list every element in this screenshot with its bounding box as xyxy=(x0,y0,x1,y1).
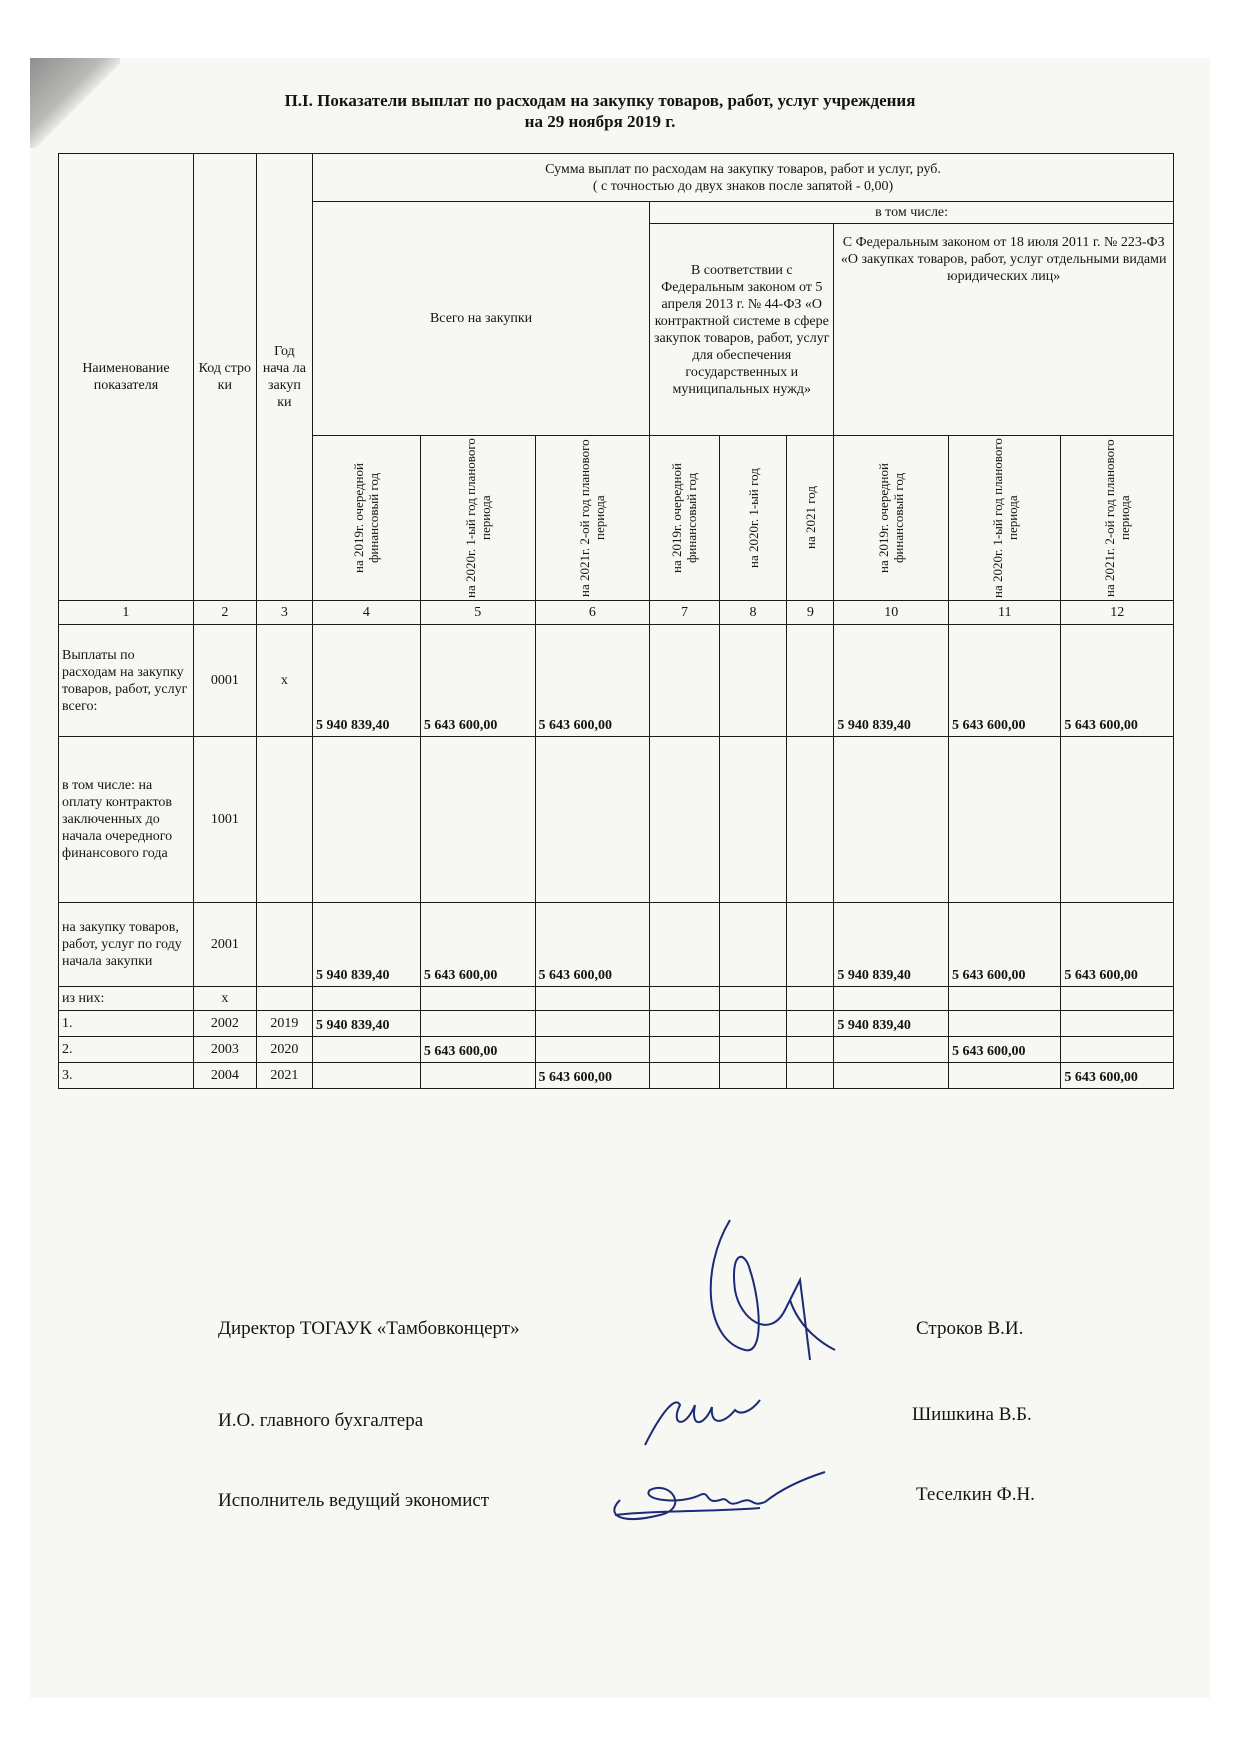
row-year xyxy=(256,737,312,903)
title-line-1: П.I. Показатели выплат по расходам на закупку товаров, работ, услуг учреждения xyxy=(284,91,916,110)
row-name: Выплаты по расходам на закупку товаров, работ, услуг всего: xyxy=(59,625,194,737)
row-44-2020 xyxy=(719,737,786,903)
row-223-2021 xyxy=(1061,1037,1174,1063)
row-year xyxy=(256,903,312,987)
signature-role-economist: Исполнитель ведущий экономист xyxy=(218,1490,490,1511)
row-total-2021: 5 643 600,00 xyxy=(535,1063,650,1089)
row-223-2021 xyxy=(1061,987,1174,1011)
row-year: 2020 xyxy=(256,1037,312,1063)
row-total-2021 xyxy=(535,737,650,903)
row-name: 1. xyxy=(59,1011,194,1037)
row-44-2021 xyxy=(787,737,834,903)
row-total-2021 xyxy=(535,1037,650,1063)
row-44-2019 xyxy=(650,1037,720,1063)
row-44-2021 xyxy=(787,625,834,737)
col-num: 8 xyxy=(719,601,786,625)
sum-title-line-1: Сумма выплат по расходам на закупку товаров, работ и услуг, руб. xyxy=(545,161,941,177)
period-total-2019: на 2019г. очередной финансовый год xyxy=(312,436,420,601)
period-total-2020: на 2020г. 1-ый год планового периода xyxy=(420,436,535,601)
period-44-2021: на 2021 год xyxy=(787,436,834,601)
row-name: 2. xyxy=(59,1037,194,1063)
header-year: Год нача ла закуп ки xyxy=(256,154,312,601)
signature-role-director: Директор ТОГАУК «Тамбовконцерт» xyxy=(218,1318,520,1339)
row-code: х xyxy=(193,987,256,1011)
table-row xyxy=(59,1011,1174,1037)
row-44-2021 xyxy=(787,1037,834,1063)
signature-name-director: Строков В.И. xyxy=(916,1318,1024,1339)
table-row xyxy=(59,737,1174,903)
period-total-2021: на 2021г. 2-ой год планового периода xyxy=(535,436,650,601)
row-total-2020 xyxy=(420,1011,535,1037)
row-year xyxy=(256,987,312,1011)
row-223-2020: 5 643 600,00 xyxy=(949,625,1061,737)
title-line-2: на 29 ноября 2019 г. xyxy=(524,112,676,131)
payments-table xyxy=(58,153,1174,1089)
row-total-2020: 5 643 600,00 xyxy=(420,625,535,737)
row-223-2019: 5 940 839,40 xyxy=(834,625,949,737)
table-row xyxy=(59,1063,1174,1089)
row-44-2021 xyxy=(787,987,834,1011)
row-total-2021 xyxy=(535,1011,650,1037)
row-223-2019 xyxy=(834,987,949,1011)
row-44-2020 xyxy=(719,903,786,987)
row-total-2020: 5 643 600,00 xyxy=(420,1037,535,1063)
header-code: Код стро ки xyxy=(193,154,256,601)
row-223-2019: 5 940 839,40 xyxy=(834,903,949,987)
folded-corner xyxy=(30,58,120,148)
header-name: Наименование показателя xyxy=(59,154,194,601)
row-total-2020: 5 643 600,00 xyxy=(420,903,535,987)
row-44-2019 xyxy=(650,625,720,737)
row-223-2020 xyxy=(949,987,1061,1011)
header-row-1 xyxy=(59,154,1174,202)
row-year: х xyxy=(256,625,312,737)
column-number-row xyxy=(59,601,1174,625)
row-total-2019 xyxy=(312,1037,420,1063)
row-name: на закупку товаров, работ, услуг по году начала закупки xyxy=(59,903,194,987)
row-total-2020 xyxy=(420,737,535,903)
row-code: 2003 xyxy=(193,1037,256,1063)
period-44-2020: на 2020г. 1-ый год xyxy=(719,436,786,601)
row-total-2019 xyxy=(312,987,420,1011)
header-sum-title xyxy=(312,154,1173,202)
economist-signature xyxy=(600,1460,840,1535)
row-44-2019 xyxy=(650,1011,720,1037)
table-row xyxy=(59,625,1174,737)
row-total-2021: 5 643 600,00 xyxy=(535,903,650,987)
row-223-2020: 5 643 600,00 xyxy=(949,903,1061,987)
col-num: 3 xyxy=(256,601,312,625)
row-223-2019 xyxy=(834,1037,949,1063)
row-223-2021: 5 643 600,00 xyxy=(1061,625,1174,737)
row-44-2020 xyxy=(719,1037,786,1063)
period-223-2019: на 2019г. очередной финансовый год xyxy=(834,436,949,601)
row-44-2020 xyxy=(719,1063,786,1089)
row-223-2020 xyxy=(949,1063,1061,1089)
row-223-2019: 5 940 839,40 xyxy=(834,1011,949,1037)
row-44-2021 xyxy=(787,1011,834,1037)
row-223-2020 xyxy=(949,1011,1061,1037)
row-total-2019: 5 940 839,40 xyxy=(312,625,420,737)
row-223-2021 xyxy=(1061,1011,1174,1037)
col-num: 4 xyxy=(312,601,420,625)
row-total-2020 xyxy=(420,1063,535,1089)
row-name: из них: xyxy=(59,987,194,1011)
row-name: в том числе: на оплату контрактов заключенных до начала очередного финансового года xyxy=(59,737,194,903)
row-total-2019: 5 940 839,40 xyxy=(312,903,420,987)
row-223-2021: 5 643 600,00 xyxy=(1061,1063,1174,1089)
table-row xyxy=(59,987,1174,1011)
row-223-2019 xyxy=(834,1063,949,1089)
row-total-2020 xyxy=(420,987,535,1011)
row-year: 2019 xyxy=(256,1011,312,1037)
row-44-2019 xyxy=(650,903,720,987)
period-44-2019: на 2019г. очередной финансовый год xyxy=(650,436,720,601)
row-code: 0001 xyxy=(193,625,256,737)
row-223-2021 xyxy=(1061,737,1174,903)
row-code: 1001 xyxy=(193,737,256,903)
accountant-signature xyxy=(640,1385,765,1450)
col-num: 7 xyxy=(650,601,720,625)
signature-name-economist: Теселкин Ф.Н. xyxy=(916,1484,1035,1505)
period-223-2020: на 2020г. 1-ый год планового периода xyxy=(949,436,1061,601)
signature-name-accountant: Шишкина В.Б. xyxy=(912,1404,1032,1425)
row-code: 2001 xyxy=(193,903,256,987)
row-44-2019 xyxy=(650,737,720,903)
col-num: 6 xyxy=(535,601,650,625)
director-signature xyxy=(690,1210,840,1365)
col-num: 1 xyxy=(59,601,194,625)
header-total: Всего на закупки xyxy=(312,202,649,436)
col-num: 12 xyxy=(1061,601,1174,625)
col-num: 9 xyxy=(787,601,834,625)
row-44-2020 xyxy=(719,1011,786,1037)
row-223-2021: 5 643 600,00 xyxy=(1061,903,1174,987)
row-total-2021 xyxy=(535,987,650,1011)
row-44-2019 xyxy=(650,987,720,1011)
row-44-2020 xyxy=(719,987,786,1011)
row-total-2019 xyxy=(312,737,420,903)
row-44-2021 xyxy=(787,903,834,987)
col-num: 11 xyxy=(949,601,1061,625)
col-num: 10 xyxy=(834,601,949,625)
col-num: 5 xyxy=(420,601,535,625)
col-num: 2 xyxy=(193,601,256,625)
header-law-44: В соответствии с Федеральным законом от 5 апреля 2013 г. № 44-ФЗ «О контрактной системе в сфере закупок товаров, работ, услуг для обеспечения государственных и муниципальных нужд» xyxy=(650,224,834,436)
row-year: 2021 xyxy=(256,1063,312,1089)
row-44-2019 xyxy=(650,1063,720,1089)
row-44-2020 xyxy=(719,625,786,737)
row-total-2019: 5 940 839,40 xyxy=(312,1011,420,1037)
period-223-2021: на 2021г. 2-ой год планового периода xyxy=(1061,436,1174,601)
signature-role-accountant: И.О. главного бухгалтера xyxy=(218,1410,424,1431)
sum-title-line-2: ( с точностью до двух знаков после запятой - 0,00) xyxy=(592,178,894,194)
row-total-2019 xyxy=(312,1063,420,1089)
row-223-2019 xyxy=(834,737,949,903)
table-row xyxy=(59,903,1174,987)
document-title xyxy=(200,90,1000,132)
row-name: 3. xyxy=(59,1063,194,1089)
header-law-223: С Федеральным законом от 18 июля 2011 г. № 223-ФЗ «О закупках товаров, работ, услуг отдельными видами юридических лиц» xyxy=(834,224,1174,436)
row-code: 2004 xyxy=(193,1063,256,1089)
row-total-2021: 5 643 600,00 xyxy=(535,625,650,737)
row-223-2020 xyxy=(949,737,1061,903)
table-row xyxy=(59,1037,1174,1063)
row-code: 2002 xyxy=(193,1011,256,1037)
row-44-2021 xyxy=(787,1063,834,1089)
row-223-2020: 5 643 600,00 xyxy=(949,1037,1061,1063)
header-including: в том числе: xyxy=(650,202,1174,224)
